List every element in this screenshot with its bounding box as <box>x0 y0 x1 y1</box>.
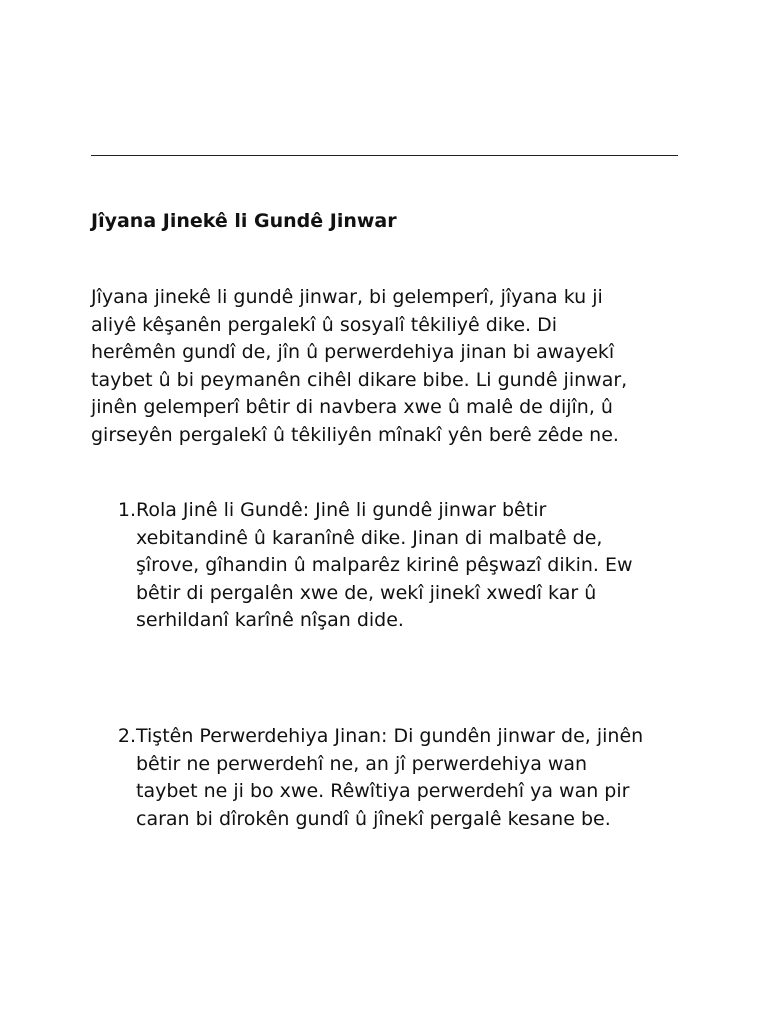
horizontal-rule <box>91 155 678 156</box>
list-item-number: 2. <box>117 725 136 747</box>
list-item <box>91 497 691 635</box>
document-title: Jîyana Jinekê li Gundê Jinwar <box>91 210 397 232</box>
intro-paragraph: Jîyana jinekê li gundê jinwar, bi gelemperî, jîyana ku ji aliyê kêşanên pergalekî û sosyalî têkiliyê dike. Di herêmên gundî de, jîn û perwerdehiya jinan bi awayekî taybet û bi peymanên cihêl dikare bibe. Li gundê jinwar, jinên gelemperî bêtir di navbera xwe û malê de dijîn, û girseyên pergalekî û têkiliyên mînakî yên berê zêde ne. <box>91 286 628 446</box>
list-item-number: 1. <box>117 499 136 521</box>
list-item-text: Rola Jinê li Gundê: Jinê li gundê jinwar bêtir xebitandinê û karanînê dike. Jinan di malbatê de, şîrove, gîhandin û malparêz kirinê pêşwazî dikin. Ew bêtir di pergalên xwe de, wekî jinekî xwedî kar û serhildanî karînê nîşan dide. <box>136 499 633 632</box>
list-item-text: Tiştên Perwerdehiya Jinan: Di gundên jinwar de, jinên bêtir ne perwerdehî ne, an jî perwerdehiya wan taybet ne ji bo xwe. Rêwîtiya perwerdehî ya wan pir caran bi dîrokên gundî û jînekî pergalê kesane be. <box>136 725 644 830</box>
list-item <box>91 723 691 833</box>
